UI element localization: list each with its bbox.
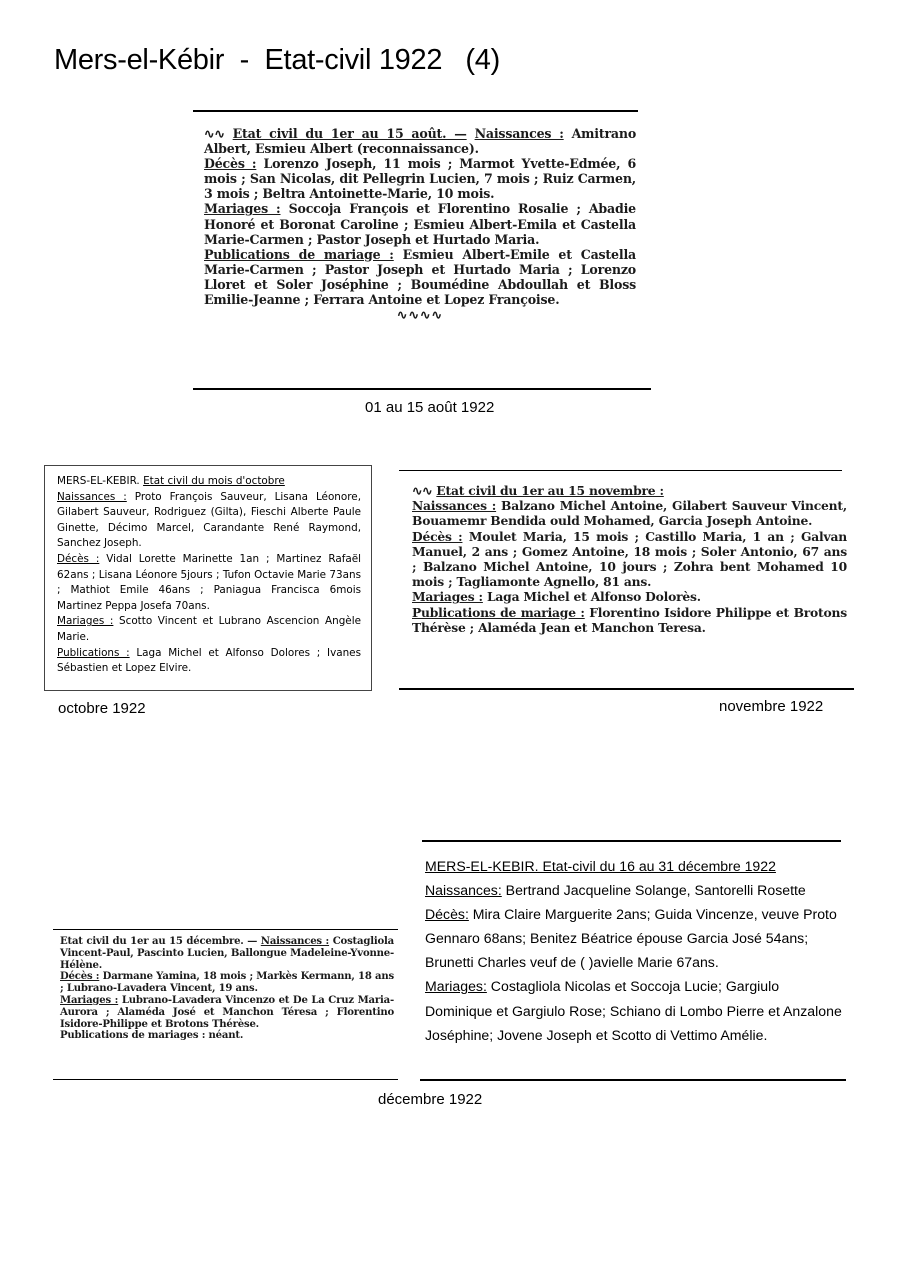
mariages-label: Mariages:	[425, 978, 487, 995]
clipping-august-heading: Etat civil du 1er au 15 août. —	[232, 126, 467, 141]
october-town: MERS-EL-KEBIR.	[57, 475, 140, 487]
caption-november: novembre 1922	[719, 698, 824, 715]
mariages-text: Costagliola Nicolas et Soccoja Lucie; Gargiulo Dominique et Gargiulo Rose; Schiano di Lombo Pierre et Anzalone Joséphine; Jovene Joseph et Scotto di Vettimo Amélie.	[425, 978, 842, 1043]
clipping-august	[204, 126, 636, 322]
naissances-text: Amitrano Albert, Esmieu Albert (reconnaissance).	[204, 126, 637, 157]
clipping-november	[412, 483, 847, 635]
publications-text: Florentino Isidore Philippe et Brotons Thérèse ; Alaméda Jean et Manchon Teresa.	[412, 604, 847, 635]
deces-label: Décès :	[57, 552, 100, 565]
caption-august: 01 au 15 août 1922	[365, 399, 495, 416]
naissances-text: Proto François Sauveur, Lisana Léonore, Gilabert Sauveur, Rodriguez (Gilta), Fieschi Alberte Paule Ginette, Décimo Marcel, Carandante René Raymond, Sanchez Joseph.	[57, 490, 361, 550]
clipping-october-heading: Etat civil du mois d'octobre	[143, 475, 285, 487]
mariages-text: Lubrano-Lavadera Vincenzo et De La Cruz Maria-Aurora ; Alaméda José et Manchon Téresa ; Florentino Isidore-Philippe et Brotons Thérèse.	[60, 994, 394, 1030]
deces-text: Vidal Lorette Marinette 1an ; Martinez Rafaël 62ans ; Lisana Léonore 5jours ; Tufon Octavie Marie 73ans ; Mathiot Emile 46ans ; Paniagua Francisca 6mois Martinez Peppa Josefa 70ans.	[57, 552, 362, 612]
deces-text: Lorenzo Joseph, 11 mois ; Marmot Yvette-Edmée, 6 mois ; San Nicolas, dit Pellegrin Lucien, 7 mois ; Ruiz Carmen, 3 mois ; Beltra Antoinette-Marie, 10 mois.	[204, 156, 637, 202]
mariages-text: Scotto Vincent et Lubrano Ascencion Angèle Marie.	[57, 615, 361, 643]
naissances-label: Naissances :	[412, 498, 497, 514]
publications-label: Publications :	[57, 646, 130, 659]
clipping-december1-heading: Etat civil du 1er au 15 décembre. —	[60, 936, 258, 947]
mariages-text: Soccoja François et Florentino Rosalie ; Abadie Honoré et Boronat Caroline ; Esmieu Albert-Emila et Castella Marie-Carmen ; Pastor Joseph et Hurtado Maria.	[204, 201, 636, 247]
publications-label: Publications de mariage :	[204, 246, 394, 262]
deces-label: Décès :	[204, 156, 257, 172]
clipping-october	[44, 465, 372, 691]
naissances-label: Naissances :	[260, 936, 330, 947]
naissances-text: Costagliola Vincent-Paul, Pascinto Lucien, Ballongue Madeleine-Yvonne-Hélène.	[60, 936, 394, 971]
divider-november-top	[399, 470, 842, 471]
publications-text: Laga Michel et Alfonso Dolores ; Ivanes Sébastien et Lopez Elvire.	[57, 646, 361, 675]
clipping-december2-heading: MERS-EL-KEBIR. Etat-civil du 16 au 31 décembre 1922	[425, 858, 776, 874]
ornament-icon: ∿∿	[204, 126, 233, 141]
divider-december2-top	[422, 840, 841, 842]
caption-october: octobre 1922	[58, 700, 146, 717]
naissances-label: Naissances:	[425, 882, 502, 899]
clipping-december-first	[60, 936, 394, 1042]
mariages-label: Mariages :	[60, 994, 119, 1006]
publications-label: Publications de mariage :	[412, 604, 585, 620]
deces-text: Darmane Yamina, 18 mois ; Markès Kermann, 18 ans ; Lubrano-Lavadera Vincent, 19 ans.	[60, 971, 394, 995]
mariages-text: Laga Michel et Alfonso Dolorès.	[486, 589, 701, 605]
divider-december1-bottom	[53, 1079, 398, 1080]
divider-august-bottom	[193, 388, 651, 390]
mariages-label: Mariages :	[204, 201, 281, 217]
naissances-text: Balzano Michel Antoine, Gilabert Sauveur Vincent, Bouamemr Bendida ould Mohamed, Garcia Joseph Antoine.	[412, 498, 847, 529]
deces-label: Décès:	[425, 906, 469, 923]
divider-december1-top	[53, 929, 398, 930]
deces-label: Décès :	[60, 971, 100, 983]
divider-november-bottom	[399, 688, 854, 690]
naissances-text: Bertrand Jacqueline Solange, Santorelli Rosette	[501, 882, 806, 899]
clipping-december-second	[425, 854, 845, 1047]
caption-december: décembre 1922	[378, 1091, 483, 1108]
clipping-november-heading: Etat civil du 1er au 15 novembre :	[436, 483, 664, 498]
deces-text: Moulet Maria, 15 mois ; Castillo Maria, 1 an ; Galvan Manuel, 2 ans ; Gomez Antoine, 18 mois ; Soler Antonio, 67 ans ; Balzano Michel Antoine, 10 jours ; Zohra bent Mohamed 10 mois ; Tagliamonte Agnello, 81 ans.	[412, 528, 847, 590]
naissances-label: Naissances :	[57, 490, 127, 503]
ornament-icon: ∿∿	[412, 483, 437, 498]
ornament-icon: ∿∿∿∿	[396, 307, 444, 323]
divider-december2-bottom	[420, 1079, 846, 1081]
mariages-label: Mariages :	[412, 589, 483, 605]
divider-august-top	[193, 110, 638, 112]
publications-text: Esmieu Albert-Emile et Castella Marie-Carmen ; Pastor Joseph et Hurtado Maria ; Lorenzo Lloret et Soler Joséphine ; Boumédine Abdoullah et Bloss Emilie-Jeanne ; Ferrara Antoine et Lopez Françoise.	[204, 246, 636, 308]
publications-text: Publications de mariages : néant.	[60, 1030, 244, 1042]
mariages-label: Mariages :	[57, 615, 114, 628]
naissances-label: Naissances :	[474, 126, 564, 141]
page-title: Mers-el-Kébir - Etat-civil 1922 (4)	[54, 44, 500, 76]
deces-label: Décès :	[412, 528, 463, 544]
deces-text: Mira Claire Marguerite 2ans; Guida Vincenze, veuve Proto Gennaro 68ans; Benitez Béatrice épouse Garcia José 54ans; Brunetti Charles veuf de ( )avielle Marie 67ans.	[425, 906, 837, 971]
